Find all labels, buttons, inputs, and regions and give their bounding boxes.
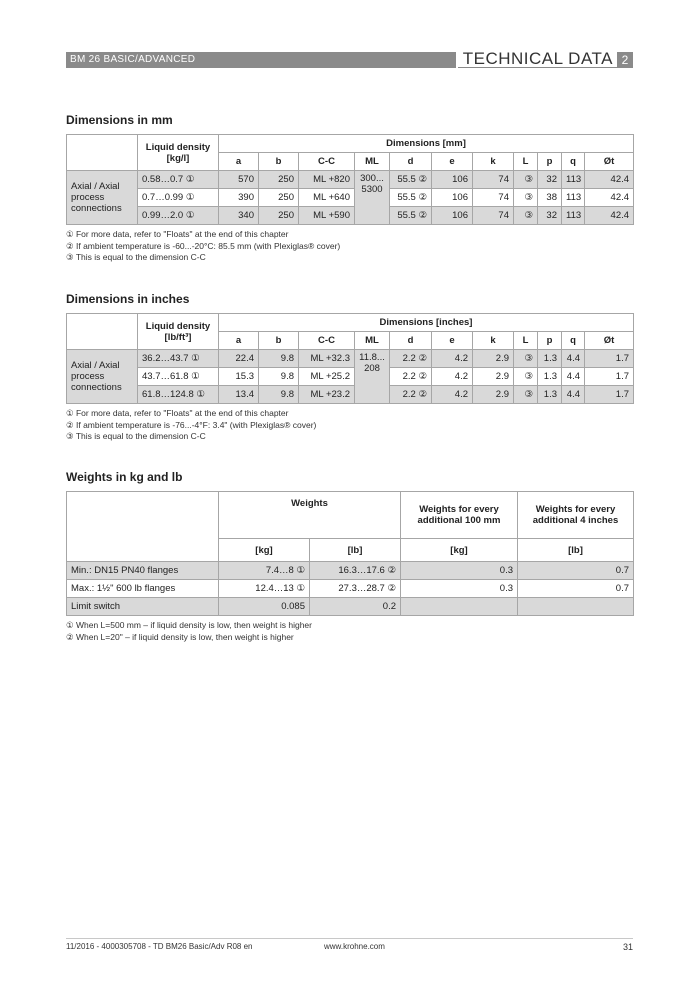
blank-corner — [67, 314, 138, 350]
cell-b: 9.8 — [259, 350, 299, 368]
cell-p: 32 — [538, 207, 562, 225]
table-row — [67, 350, 634, 368]
cell-t: 1.7 — [585, 386, 634, 404]
table-row — [67, 368, 634, 386]
col-q: q — [562, 153, 585, 171]
dimensions-header: Dimensions [inches] — [219, 314, 634, 332]
cell-l: ③ — [514, 207, 538, 225]
cell-d: 55.5 ② — [390, 207, 432, 225]
cell-q: 113 — [562, 189, 585, 207]
table-row — [67, 207, 634, 225]
cell-a: 22.4 — [219, 350, 259, 368]
unit-kg: [kg] — [219, 539, 310, 562]
cell-kg-100mm: 0.3 — [401, 580, 518, 598]
cell-e: 4.2 — [432, 386, 473, 404]
cell-q: 4.4 — [562, 350, 585, 368]
cell-e: 106 — [432, 171, 473, 189]
weights-100mm-header: Weights for every additional 100 mm — [401, 492, 518, 539]
document-number: 11/2016 - 4000305708 - TD BM26 Basic/Adv R08 en — [66, 942, 253, 951]
cell-q: 113 — [562, 171, 585, 189]
cell-cc: ML +590 — [299, 207, 355, 225]
cell-ml: 300... 5300 — [355, 171, 390, 225]
cell-d: 2.2 ② — [390, 350, 432, 368]
col-cc: C-C — [299, 332, 355, 350]
cell-l: ③ — [514, 386, 538, 404]
section-weights — [66, 470, 633, 643]
density-cell: 43.7…61.8 ① — [138, 368, 219, 386]
col-k: k — [473, 332, 514, 350]
cell-lb: 27.3…28.7 ② — [310, 580, 401, 598]
col-cc: C-C — [299, 153, 355, 171]
cell-lb: 0.2 — [310, 598, 401, 616]
table-row — [67, 598, 634, 616]
cell-cc: ML +25.2 — [299, 368, 355, 386]
cell-q: 4.4 — [562, 368, 585, 386]
density-header: Liquid density [lb/ft³] — [138, 314, 219, 350]
cell-a: 13.4 — [219, 386, 259, 404]
cell-cc: ML +640 — [299, 189, 355, 207]
table-row — [67, 171, 634, 189]
cell-p: 1.3 — [538, 368, 562, 386]
footnote: ② If ambient temperature is -76...-4°F: 3.4" (with Plexiglas® cover) — [66, 419, 317, 430]
footnote: ① For more data, refer to "Floats" at the end of this chapter — [66, 229, 289, 239]
cell-l: ③ — [514, 368, 538, 386]
cell-q: 4.4 — [562, 386, 585, 404]
cell-k: 74 — [473, 171, 514, 189]
footnotes — [66, 229, 633, 264]
section-title: Dimensions in inches — [66, 292, 190, 306]
cell-k: 2.9 — [473, 368, 514, 386]
col-b: b — [259, 332, 299, 350]
cell-lb-4in: 0.7 — [518, 580, 634, 598]
density-cell: 61.8…124.8 ① — [138, 386, 219, 404]
footnote: ③ This is equal to the dimension C-C — [66, 431, 206, 441]
cell-e: 4.2 — [432, 350, 473, 368]
cell-k: 2.9 — [473, 386, 514, 404]
cell-kg-100mm: 0.3 — [401, 562, 518, 580]
col-a: a — [219, 332, 259, 350]
weights-table — [66, 491, 634, 616]
col-t: Øt — [585, 332, 634, 350]
col-b: b — [259, 153, 299, 171]
footnote: ② When L=20" – if liquid density is low, then weight is higher — [66, 631, 294, 642]
cell-a: 570 — [219, 171, 259, 189]
col-l: L — [514, 153, 538, 171]
table-row — [67, 386, 634, 404]
cell-d: 2.2 ② — [390, 368, 432, 386]
weights-header: Weights — [219, 492, 401, 539]
cell-a: 15.3 — [219, 368, 259, 386]
cell-e: 106 — [432, 207, 473, 225]
unit-lb: [lb] — [310, 539, 401, 562]
density-cell: 0.7…0.99 ① — [138, 189, 219, 207]
cell-t: 42.4 — [585, 207, 634, 225]
cell-k: 74 — [473, 207, 514, 225]
cell-b: 9.8 — [259, 386, 299, 404]
table-row — [67, 562, 634, 580]
cell-b: 250 — [259, 207, 299, 225]
col-d: d — [390, 332, 432, 350]
website: www.krohne.com — [324, 942, 385, 951]
cell-lb: 16.3…17.6 ② — [310, 562, 401, 580]
document-name: BM 26 BASIC/ADVANCED — [66, 52, 456, 68]
section-dimensions-inches — [66, 292, 633, 443]
cell-p: 38 — [538, 189, 562, 207]
cell-b: 250 — [259, 189, 299, 207]
cell-cc: ML +23.2 — [299, 386, 355, 404]
cell-b: 250 — [259, 171, 299, 189]
dimensions-header: Dimensions [mm] — [219, 135, 634, 153]
cell-t: 1.7 — [585, 368, 634, 386]
cell-cc: ML +820 — [299, 171, 355, 189]
row-label: Limit switch — [67, 598, 219, 616]
cell-lb-4in — [518, 598, 634, 616]
page-header — [66, 49, 633, 68]
footnote: ③ This is equal to the dimension C-C — [66, 252, 206, 262]
cell-t: 42.4 — [585, 189, 634, 207]
section-title: Dimensions in mm — [66, 113, 173, 127]
row-label: Min.: DN15 PN40 flanges — [67, 562, 219, 580]
footnote: ② If ambient temperature is -60...-20°C: 85.5 mm (with Plexiglas® cover) — [66, 240, 341, 251]
page-number: 31 — [622, 942, 633, 952]
cell-lb-4in: 0.7 — [518, 562, 634, 580]
col-ml: ML — [355, 332, 390, 350]
cell-k: 74 — [473, 189, 514, 207]
col-t: Øt — [585, 153, 634, 171]
col-e: e — [432, 332, 473, 350]
table-row — [67, 189, 634, 207]
unit-kg-100mm: [kg] — [401, 539, 518, 562]
cell-kg: 7.4…8 ① — [219, 562, 310, 580]
row-label: Axial / Axial process connections — [67, 171, 138, 225]
col-p: p — [538, 153, 562, 171]
cell-a: 340 — [219, 207, 259, 225]
weights-4in-header: Weights for every additional 4 inches — [518, 492, 634, 539]
cell-t: 1.7 — [585, 350, 634, 368]
footnote: ① When L=500 mm – if liquid density is low, then weight is higher — [66, 620, 312, 630]
density-cell: 36.2…43.7 ① — [138, 350, 219, 368]
col-d: d — [390, 153, 432, 171]
cell-d: 55.5 ② — [390, 189, 432, 207]
unit-lb-4in: [lb] — [518, 539, 634, 562]
col-p: p — [538, 332, 562, 350]
chapter-title: TECHNICAL DATA — [462, 49, 613, 68]
page-footer — [66, 942, 633, 954]
table-row — [67, 580, 634, 598]
dimensions-inch-table — [66, 313, 634, 404]
chapter-number: 2 — [617, 52, 633, 68]
cell-kg-100mm — [401, 598, 518, 616]
footnote: ① For more data, refer to "Floats" at the end of this chapter — [66, 408, 289, 418]
footer-rule — [66, 938, 633, 939]
density-header: Liquid density [kg/l] — [138, 135, 219, 171]
cell-k: 2.9 — [473, 350, 514, 368]
cell-a: 390 — [219, 189, 259, 207]
col-ml: ML — [355, 153, 390, 171]
blank-corner — [67, 492, 219, 562]
cell-p: 1.3 — [538, 350, 562, 368]
col-k: k — [473, 153, 514, 171]
col-l: L — [514, 332, 538, 350]
cell-l: ③ — [514, 189, 538, 207]
cell-t: 42.4 — [585, 171, 634, 189]
cell-q: 113 — [562, 207, 585, 225]
cell-p: 32 — [538, 171, 562, 189]
cell-b: 9.8 — [259, 368, 299, 386]
section-title: Weights in kg and lb — [66, 470, 183, 484]
density-cell: 0.58…0.7 ① — [138, 171, 219, 189]
footnotes — [66, 408, 633, 443]
cell-e: 106 — [432, 189, 473, 207]
footnotes — [66, 620, 633, 643]
row-label: Axial / Axial process connections — [67, 350, 138, 404]
cell-l: ③ — [514, 350, 538, 368]
cell-cc: ML +32.3 — [299, 350, 355, 368]
blank-corner — [67, 135, 138, 171]
cell-ml: 11.8... 208 — [355, 350, 390, 404]
section-dimensions-mm — [66, 113, 633, 264]
cell-l: ③ — [514, 171, 538, 189]
density-cell: 0.99…2.0 ① — [138, 207, 219, 225]
cell-kg: 12.4…13 ① — [219, 580, 310, 598]
col-q: q — [562, 332, 585, 350]
col-e: e — [432, 153, 473, 171]
cell-e: 4.2 — [432, 368, 473, 386]
cell-p: 1.3 — [538, 386, 562, 404]
dimensions-mm-table — [66, 134, 634, 225]
cell-d: 55.5 ② — [390, 171, 432, 189]
cell-d: 2.2 ② — [390, 386, 432, 404]
row-label: Max.: 1½" 600 lb flanges — [67, 580, 219, 598]
col-a: a — [219, 153, 259, 171]
cell-kg: 0.085 — [219, 598, 310, 616]
